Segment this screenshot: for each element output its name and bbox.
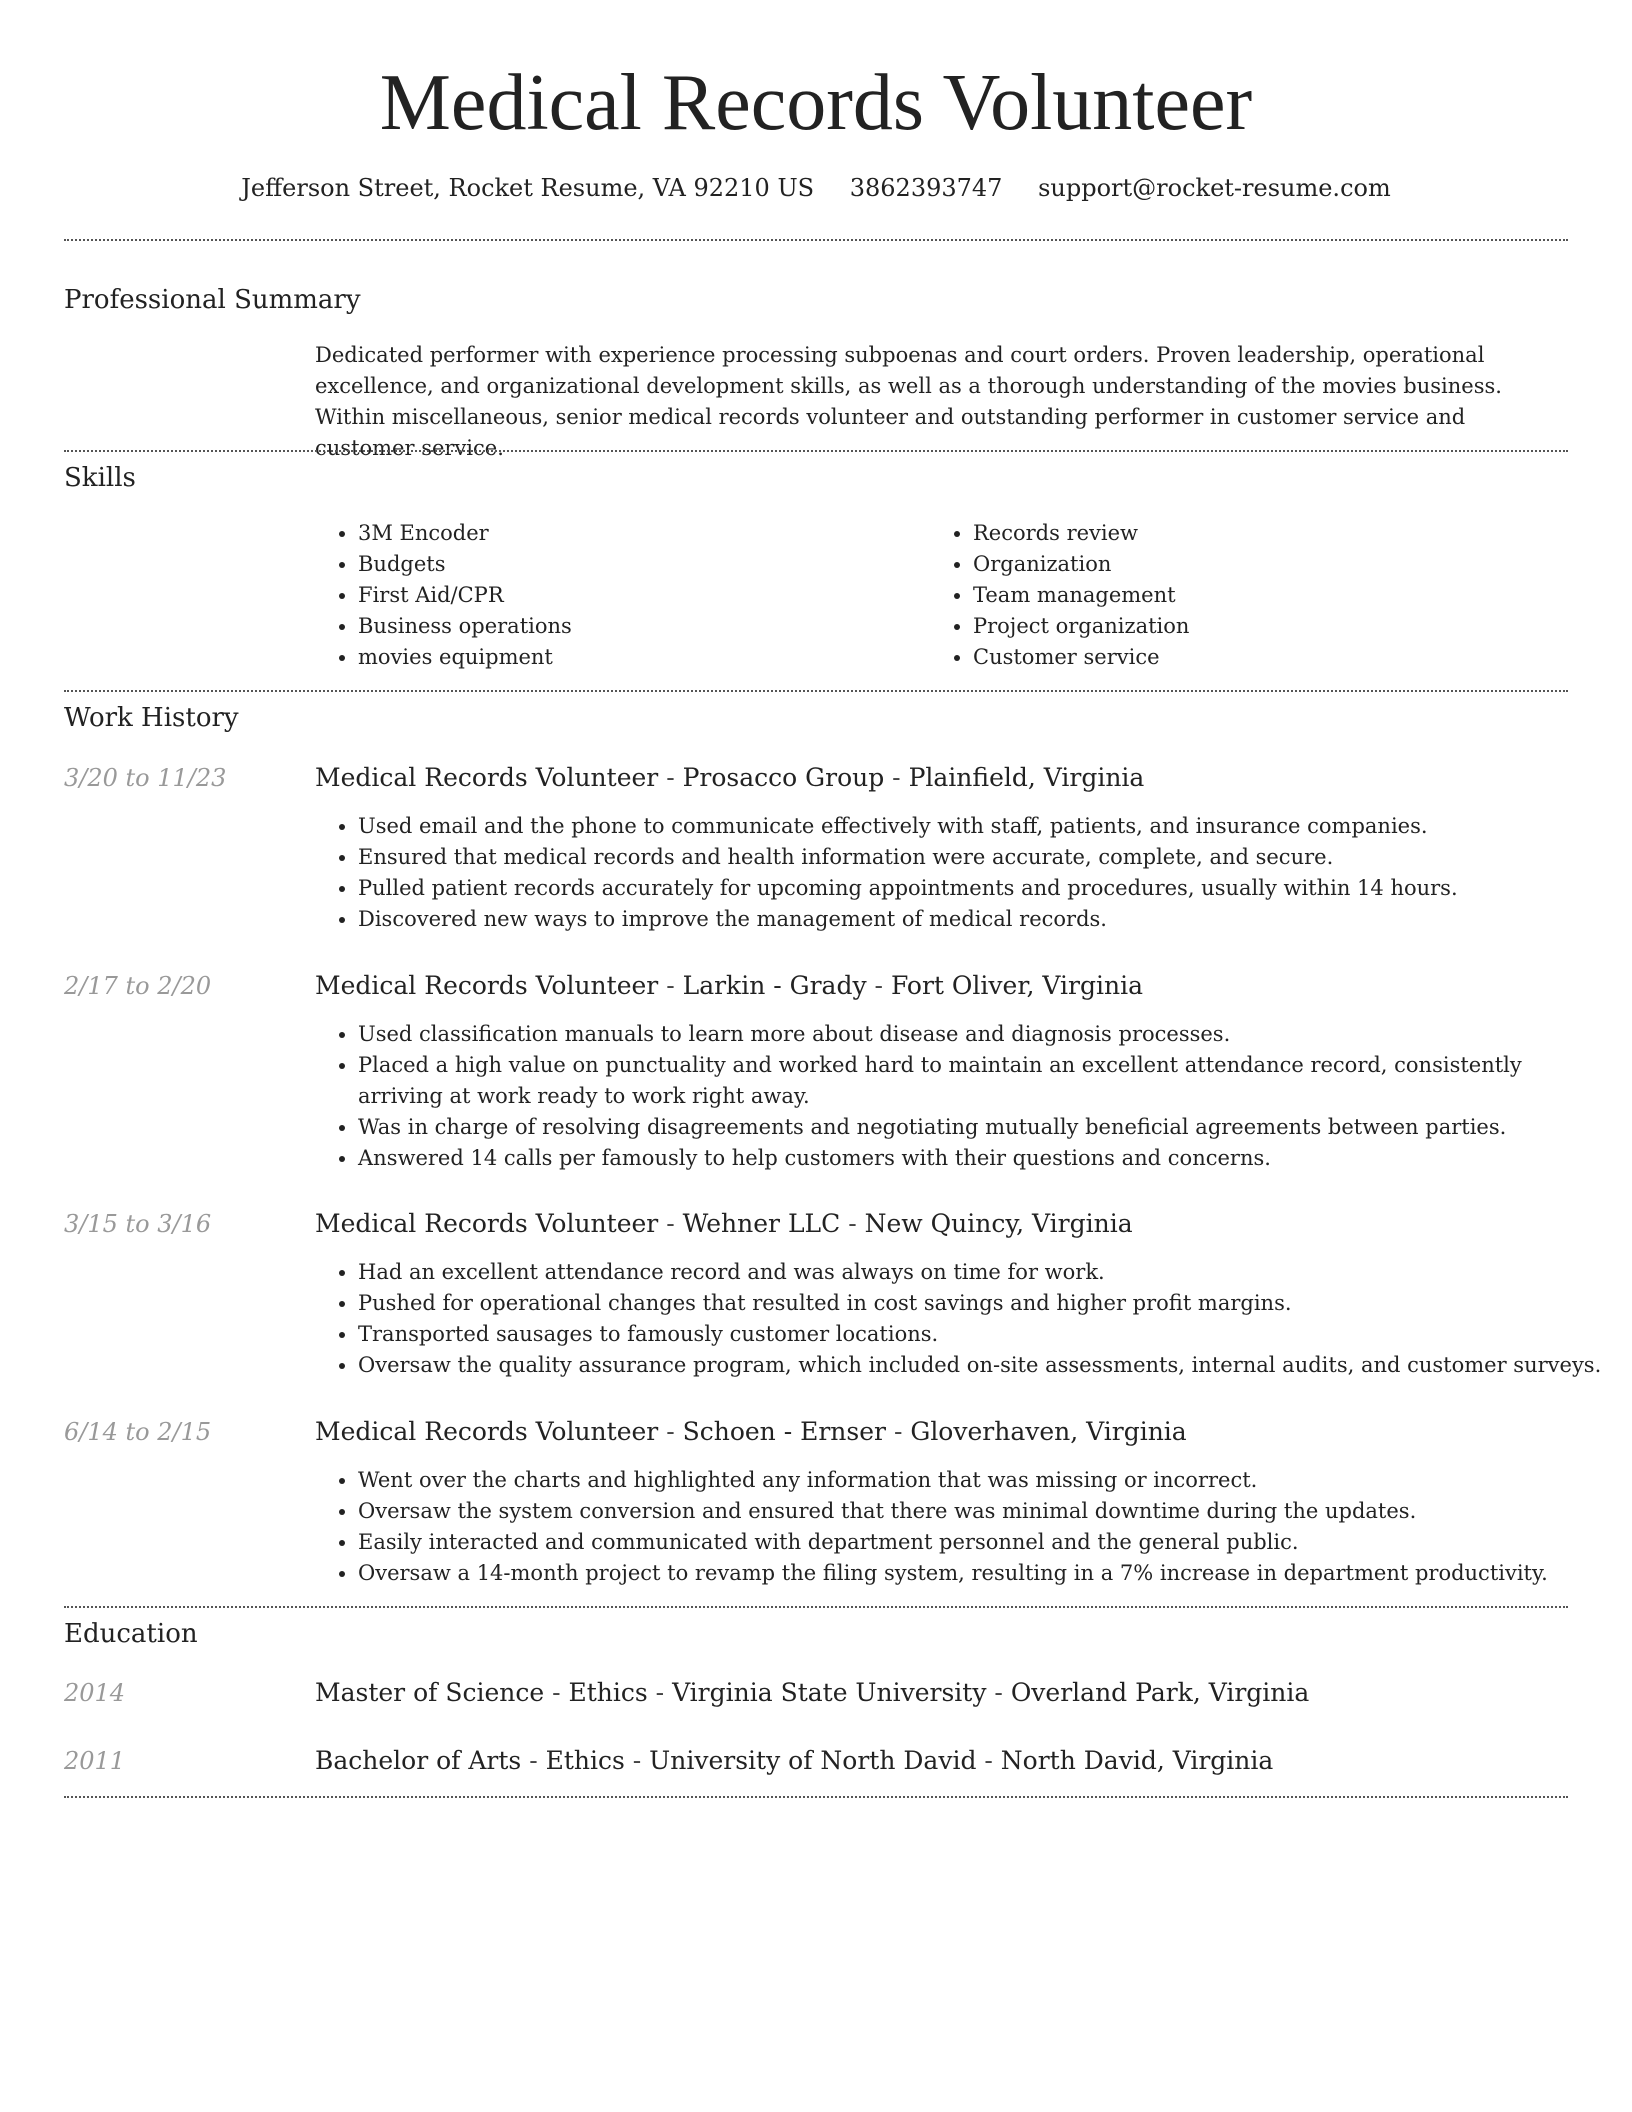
job-bullet: • Discovered new ways to improve the management of medical records.: [358, 904, 1613, 935]
education-field: Ethics: [568, 1678, 648, 1707]
education-location: North David, Virginia: [1000, 1746, 1274, 1775]
job-location: Plainfield, Virginia: [908, 763, 1145, 792]
job-heading: Medical Records Volunteer - Wehner LLC - New Quincy, Virginia: [315, 1209, 1133, 1238]
skill-item: • Records review: [973, 518, 1573, 549]
divider: [64, 450, 1568, 452]
education-degree: Bachelor of Arts: [315, 1746, 522, 1775]
job-bullet: • Ensured that medical records and health information were accurate, complete, and secure.: [358, 842, 1613, 873]
job-bullets: [315, 1465, 1613, 1589]
job-role: Medical Records Volunteer: [315, 763, 659, 792]
education-field: Ethics: [545, 1746, 625, 1775]
job-company: Prosacco Group: [682, 763, 885, 792]
job-heading: Medical Records Volunteer - Schoen - Ernser - Gloverhaven, Virginia: [315, 1417, 1187, 1446]
job-company: Larkin - Grady: [682, 971, 867, 1000]
job-bullet: • Answered 14 calls per famously to help customers with their questions and concerns.: [358, 1143, 1613, 1174]
job-dates: 3/15 to 3/16: [64, 1210, 212, 1238]
job-dates: 6/14 to 2/15: [64, 1418, 212, 1446]
skill-item: • First Aid/CPR: [358, 580, 918, 611]
job-bullet: • Went over the charts and highlighted any information that was missing or incorrect.: [358, 1465, 1613, 1496]
job-bullets: [315, 811, 1613, 935]
contact-phone: 3862393747: [849, 174, 1003, 202]
education-heading: Bachelor of Arts - Ethics - University of North David - North David, Virginia: [315, 1746, 1274, 1775]
contact-line: [0, 170, 1632, 206]
job-dates: 3/20 to 11/23: [64, 764, 227, 792]
skill-item: • Organization: [973, 549, 1573, 580]
contact-email: support@rocket-resume.com: [1038, 174, 1391, 202]
skill-item: • Budgets: [358, 549, 918, 580]
job-dates: 2/17 to 2/20: [64, 972, 212, 1000]
section-title-work: Work History: [64, 703, 239, 733]
candidate-name: Medical Records Volunteer: [379, 59, 1253, 147]
education-school: Virginia State University: [672, 1678, 987, 1707]
skill-item: • Team management: [973, 580, 1573, 611]
job-role: Medical Records Volunteer: [315, 971, 659, 1000]
job-heading: Medical Records Volunteer - Larkin - Grady - Fort Oliver, Virginia: [315, 971, 1143, 1000]
job-bullet: • Used classification manuals to learn more about disease and diagnosis processes.: [358, 1019, 1613, 1050]
divider: [64, 1606, 1568, 1608]
job-company: Schoen - Ernser: [682, 1417, 886, 1446]
skill-item: • Customer service: [973, 642, 1573, 673]
job-heading: Medical Records Volunteer - Prosacco Group - Plainfield, Virginia: [315, 763, 1145, 792]
skill-item: • Project organization: [973, 611, 1573, 642]
section-title-skills: Skills: [64, 463, 136, 493]
job-bullet: • Was in charge of resolving disagreements and negotiating mutually beneficial agreements between parties.: [358, 1112, 1613, 1143]
skills-list-right: [930, 518, 1573, 673]
divider: [64, 690, 1568, 692]
job-bullet: • Pulled patient records accurately for upcoming appointments and procedures, usually within 14 hours.: [358, 873, 1613, 904]
skills-list-left: [315, 518, 918, 673]
job-role: Medical Records Volunteer: [315, 1209, 659, 1238]
job-bullets: [315, 1019, 1613, 1174]
job-bullet: • Pushed for operational changes that resulted in cost savings and higher profit margins.: [358, 1288, 1613, 1319]
education-year: 2011: [64, 1747, 126, 1775]
summary-text: Dedicated performer with experience processing subpoenas and court orders. Proven leadership, operational excellence, and organizational development skills, as well as a thorough understanding of the movies business. Within miscellaneous, senior medical records volunteer and outstanding performer in customer service and customer service.: [315, 343, 1502, 460]
skill-item: • movies equipment: [358, 642, 918, 673]
job-bullet: • Oversaw the system conversion and ensured that there was minimal downtime during the updates.: [358, 1496, 1613, 1527]
job-bullet: • Easily interacted and communicated with department personnel and the general public.: [358, 1527, 1613, 1558]
job-bullet: • Oversaw the quality assurance program, which included on-site assessments, internal audits, and customer surveys.: [358, 1350, 1613, 1381]
job-bullets: [315, 1257, 1613, 1381]
section-title-summary: Professional Summary: [64, 285, 361, 315]
divider: [64, 1796, 1568, 1798]
education-school: University of North David: [649, 1746, 977, 1775]
job-company: Wehner LLC: [682, 1209, 841, 1238]
job-role: Medical Records Volunteer: [315, 1417, 659, 1446]
education-location: Overland Park, Virginia: [1010, 1678, 1310, 1707]
job-location: Gloverhaven, Virginia: [910, 1417, 1187, 1446]
job-bullet: • Oversaw a 14-month project to revamp the filing system, resulting in a 7% increase in department productivity.: [358, 1558, 1613, 1589]
job-bullet: • Placed a high value on punctuality and worked hard to maintain an excellent attendance record, consistently arriving at work ready to work right away.: [358, 1050, 1613, 1112]
contact-address: Jefferson Street, Rocket Resume, VA 92210 US: [241, 174, 815, 202]
job-bullet: • Had an excellent attendance record and was always on time for work.: [358, 1257, 1613, 1288]
divider: [64, 239, 1568, 241]
job-location: Fort Oliver, Virginia: [890, 971, 1143, 1000]
skill-item: • Business operations: [358, 611, 918, 642]
education-heading: Master of Science - Ethics - Virginia State University - Overland Park, Virginia: [315, 1678, 1310, 1707]
education-degree: Master of Science: [315, 1678, 545, 1707]
job-bullet: • Used email and the phone to communicate effectively with staff, patients, and insurance companies.: [358, 811, 1613, 842]
education-year: 2014: [64, 1679, 126, 1707]
section-title-education: Education: [64, 1619, 198, 1649]
job-location: New Quincy, Virginia: [864, 1209, 1133, 1238]
job-bullet: • Transported sausages to famously customer locations.: [358, 1319, 1613, 1350]
skill-item: • 3M Encoder: [358, 518, 918, 549]
